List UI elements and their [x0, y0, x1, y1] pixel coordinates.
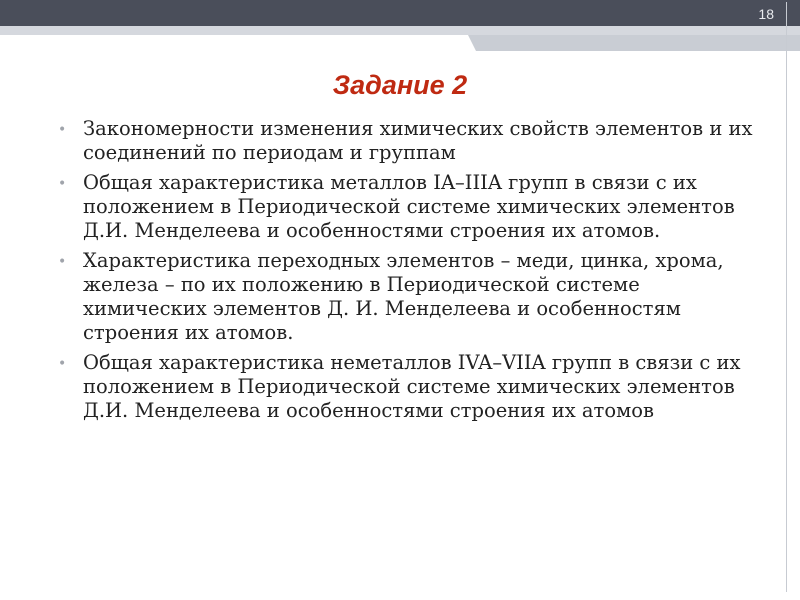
- header-accent-band: [0, 26, 800, 35]
- bullet-item: [58, 351, 758, 423]
- bullet-text: Общая характеристика неметаллов IVA–VIIA групп в связи с их положением в Периодической системе химических элементов Д.И. Менделеева и особенностями строения их атомов: [83, 351, 741, 422]
- bullet-icon: •: [58, 176, 67, 192]
- bullet-list: [58, 117, 758, 429]
- bullet-icon: •: [58, 122, 67, 138]
- bullet-item: [58, 171, 758, 243]
- bullet-item: [58, 117, 758, 165]
- bullet-item: [58, 249, 758, 345]
- bullet-icon: •: [58, 356, 67, 372]
- bullet-text: Закономерности изменения химических свойств элементов и их соединений по периодам и группам: [83, 117, 753, 164]
- bullet-text: Общая характеристика металлов IA–IIIA групп в связи с их положением в Периодической системе химических элементов Д.И. Менделеева и особенностями строения их атомов.: [83, 171, 735, 242]
- bullet-icon: •: [58, 254, 67, 270]
- bullet-text: Характеристика переходных элементов – меди, цинка, хрома, железа – по их положению в Периодической системе химических элементов Д. И. Менделеева и особенностям строения их атомов.: [83, 249, 724, 344]
- page-number: 18: [758, 6, 774, 22]
- header-bar: [0, 0, 800, 26]
- header-tab-shape: [476, 35, 800, 51]
- slide-title: Задание 2: [332, 70, 468, 100]
